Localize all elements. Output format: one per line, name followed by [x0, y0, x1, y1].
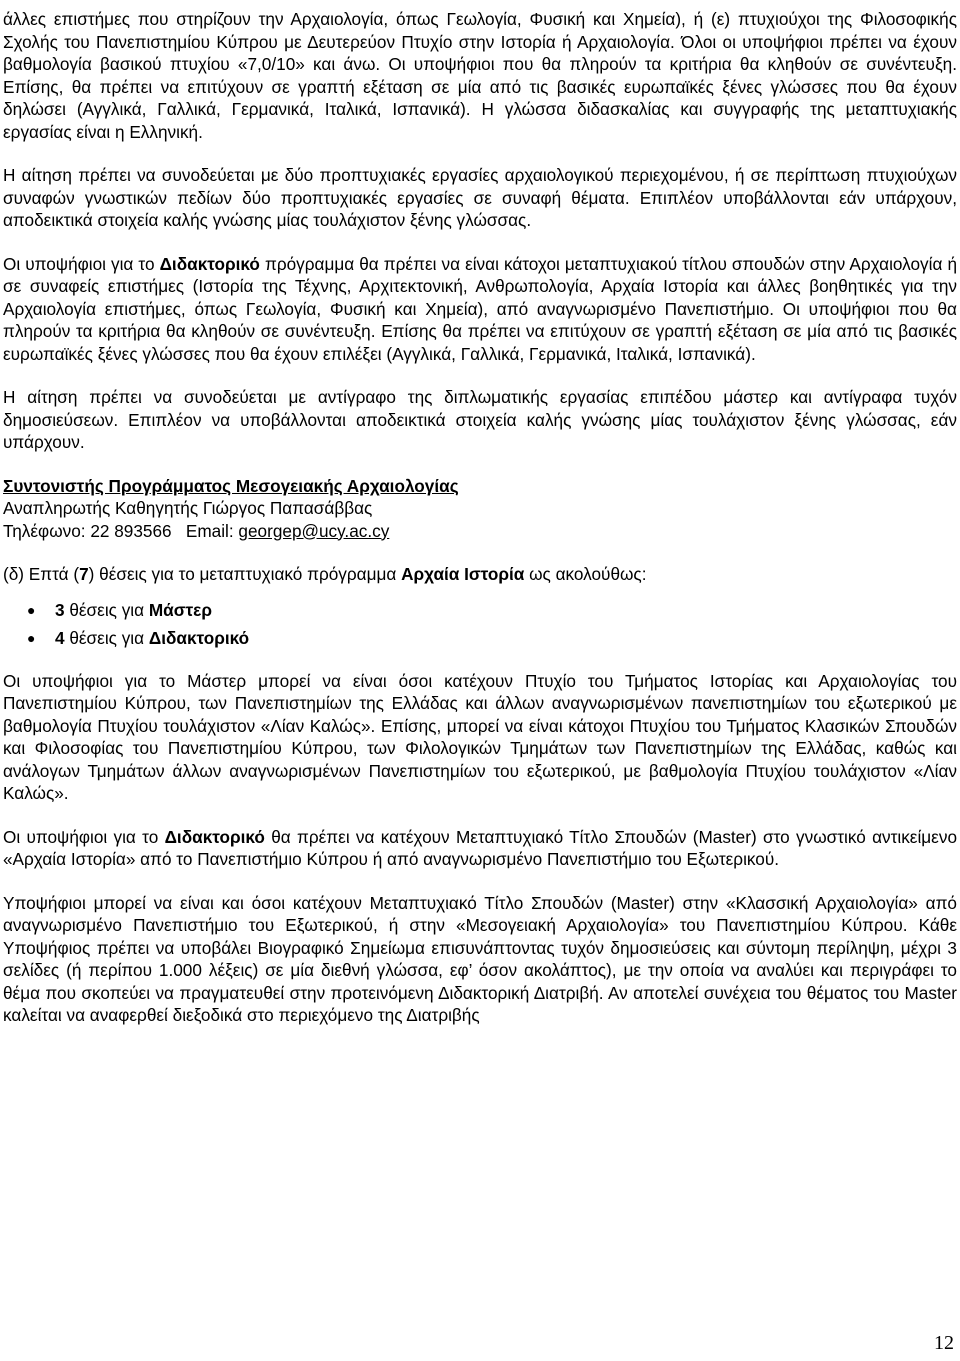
page-number: 12	[934, 1332, 954, 1354]
paragraph-master-candidates: Οι υποψήφιοι για το Μάστερ μπορεί να είναι όσοι κατέχουν Πτυχίο του Τμήματος Ιστορίας και Αρχαιολογίας του Πανεπιστημίου Κύπρου, των Πανεπιστημίων της Ελλάδας και άλλων αναγνωρισμένων πανεπιστημίων του εξωτερικού με βαθμολογία Πτυχίου τουλάχιστον «Λίαν Καλώς». Επίσης, μπορεί να είναι κάτοχοι Πτυχίου του Τμήματος Κλασικών Σπουδών και Φιλοσοφίας του Πανεπιστημίου Κύπρου, των Φιλολογικών Τμημάτων των Πανεπιστημίων της Ελλάδας, καθώς και ανάλογων Τμημάτων άλλων αναγνωρισμένων Πανεπιστημίων του εξωτερικού, με βαθμολογία Πτυχίου τουλάχιστον «Λίαν Καλώς».	[3, 670, 957, 803]
coordinator-heading: Συντονιστής Προγράμματος Μεσογειακής Αρχαιολογίας	[3, 475, 459, 496]
positions-list	[3, 596, 957, 652]
list-item	[3, 624, 957, 652]
list-item	[3, 596, 957, 624]
section-d-intro	[3, 563, 957, 586]
text-segment: πρόγραμμα θα πρέπει να είναι κάτοχοι μεταπτυχιακού τίτλου σπουδών στην Αρχαιολογία ή σε συναφείς επιστήμες (Ιστορία της Τέχνης, Αρχιτεκτονική, Ανθρωπολογία, Αρχαία Ιστορία και άλλες βοηθητικές για την Αρχαιολογία επιστήμες, όπως Γεωλογία, Φυσική και Χημεία), από αναγνωρισμένο Πανεπιστήμιο. Οι υποψήφιοι που θα πληρούν τα κριτήρια θα κληθούν σε συνέντευξη. Επίσης θα πρέπει να επιτύχουν σε γραπτή εξέταση σε μία από τις βασικές ευρωπαϊκές ξένες γλώσσες που θα έχουν επιλέξει (Αγγλικά, Γαλλικά, Γερμανικά, Ιταλικά, Ισπανικά).	[3, 253, 958, 364]
bold-term-phd: Διδακτορικό	[164, 826, 265, 847]
paragraph-other-candidates: Υποψήφιοι μπορεί να είναι και όσοι κατέχουν Μεταπτυχιακό Τίτλο Σπουδών (Master) στην «Κλασσική Αρχαιολογία» από αναγνωρισμένο Πανεπιστήμιο του Εξωτερικού, ή στην «Μεσογειακή Αρχαιολογία» του Πανεπιστημίου Κύπρου. Κάθε Υποψήφιος πρέπει να υποβάλει Βιογραφικό Σημείωμα επισυνάπτοντας τυχόν δημοσιεύσεις και σύντομη περίληψη, μέχρι 3 σελίδες (ή περίπου 1.000 λέξεις) σε μία διεθνή γλώσσα, εφ’ όσον ακολάπτος), με την οποία να αναλύει και περιγράφει το θέμα που σκοπεύει να πραγματευθεί στην προτεινόμενη Διδακτορική Διατριβή. Αν αποτελεί συνέχεια του θέματος του Master καλείται να αναφερθεί διεξοδικά στο περιεχόμενο της Διατριβής	[3, 892, 957, 1025]
position-program: Μάστερ	[148, 599, 212, 620]
coordinator-name: Αναπληρωτής Καθηγητής Γιώργος Παπασάββας	[3, 498, 373, 518]
paragraph-phd-requirements	[3, 253, 957, 366]
coordinator-contact	[3, 520, 957, 543]
bold-program-name: Αρχαία Ιστορία	[401, 564, 525, 584]
position-program: Διδακτορικό	[148, 627, 250, 648]
text-segment: Οι υποψήφιοι για το	[3, 826, 165, 847]
paragraph-application-requirements: Η αίτηση πρέπει να συνοδεύεται με δύο προπτυχιακές εργασίες αρχαιολογικού περιεχομένου, ή σε περίπτωση πτυχιούχων συναφών γνωστικών πεδίων δύο προπτυχιακές εργασίες σε συναφή θέματα. Επιπλέον υποβάλλονται εάν υπάρχουν, αποδεικτικά στοιχεία καλής γνώσης μίας τουλάχιστον ξένης γλώσσας.	[3, 165, 957, 230]
position-count: 3	[55, 599, 65, 620]
bold-count: 7	[79, 564, 89, 584]
text-segment: ) θέσεις για το μεταπτυχιακό πρόγραμμα	[88, 564, 402, 584]
bullet-icon: ●	[27, 629, 36, 646]
position-count: 4	[55, 627, 65, 648]
text-segment: ως ακολούθως:	[524, 564, 647, 584]
position-text: θέσεις για	[64, 627, 149, 648]
paragraph-phd-application: Η αίτηση πρέπει να συνοδεύεται με αντίγραφο της διπλωματικής εργασίας επιπέδου μάστερ και αντίγραφα τυχόν δημοσιεύσεων. Επιπλέον να υποβάλλονται αποδεικτικά στοιχεία καλής γνώσης μίας τουλάχιστον ξένης γλώσσας, εάν υπάρχουν.	[3, 387, 957, 452]
paragraph-phd-candidates	[3, 826, 957, 871]
text-segment: (δ) Επτά (	[3, 564, 80, 584]
text-segment: θα πρέπει να κατέχουν Μεταπτυχιακό Τίτλο Σπουδών (Master) στο γνωστικό αντικείμενο «Αρχαία Ιστορία» από το Πανεπιστήμιο Κύπρου ή από αναγνωρισμένο Πανεπιστήμιο του Εξωτερικού.	[3, 826, 957, 869]
coordinator-block	[3, 475, 957, 543]
bold-term-phd: Διδακτορικό	[159, 253, 260, 274]
email-link[interactable]: georgep@ucy.ac.cy	[238, 520, 390, 541]
text-segment: Οι υποψήφιοι για το	[3, 253, 160, 274]
phone-label: Τηλέφωνο: 22 893566 Email:	[3, 520, 239, 541]
bullet-icon: ●	[27, 601, 36, 618]
paragraph-admission-criteria: άλλες επιστήμες που στηρίζουν την Αρχαιολογία, όπως Γεωλογία, Φυσική και Χημεία), ή (ε) πτυχιούχοι της Φιλοσοφικής Σχολής του Πανεπιστημίου Κύπρου με Δευτερεύον Πτυχίο στην Ιστορία ή Αρχαιολογία. Όλοι οι υποψήφιοι πρέπει να έχουν βαθμολογία βασικού πτυχίου «7,0/10» και άνω. Οι υποψήφιοι που θα πληρούν τα κριτήρια θα κληθούν σε συνέντευξη. Επίσης, θα πρέπει να επιτύχουν σε γραπτή εξέταση σε μία από τις βασικές ευρωπαϊκές ξένες γλώσσες που θα έχουν δηλώσει (Αγγλικά, Γαλλικά, Γερμανικά, Ιταλικά, Ισπανικά). Η γλώσσα διδασκαλίας και συγγραφής της μεταπτυχιακής εργασίας είναι η Ελληνική.	[3, 9, 957, 142]
position-text: θέσεις για	[64, 599, 149, 620]
